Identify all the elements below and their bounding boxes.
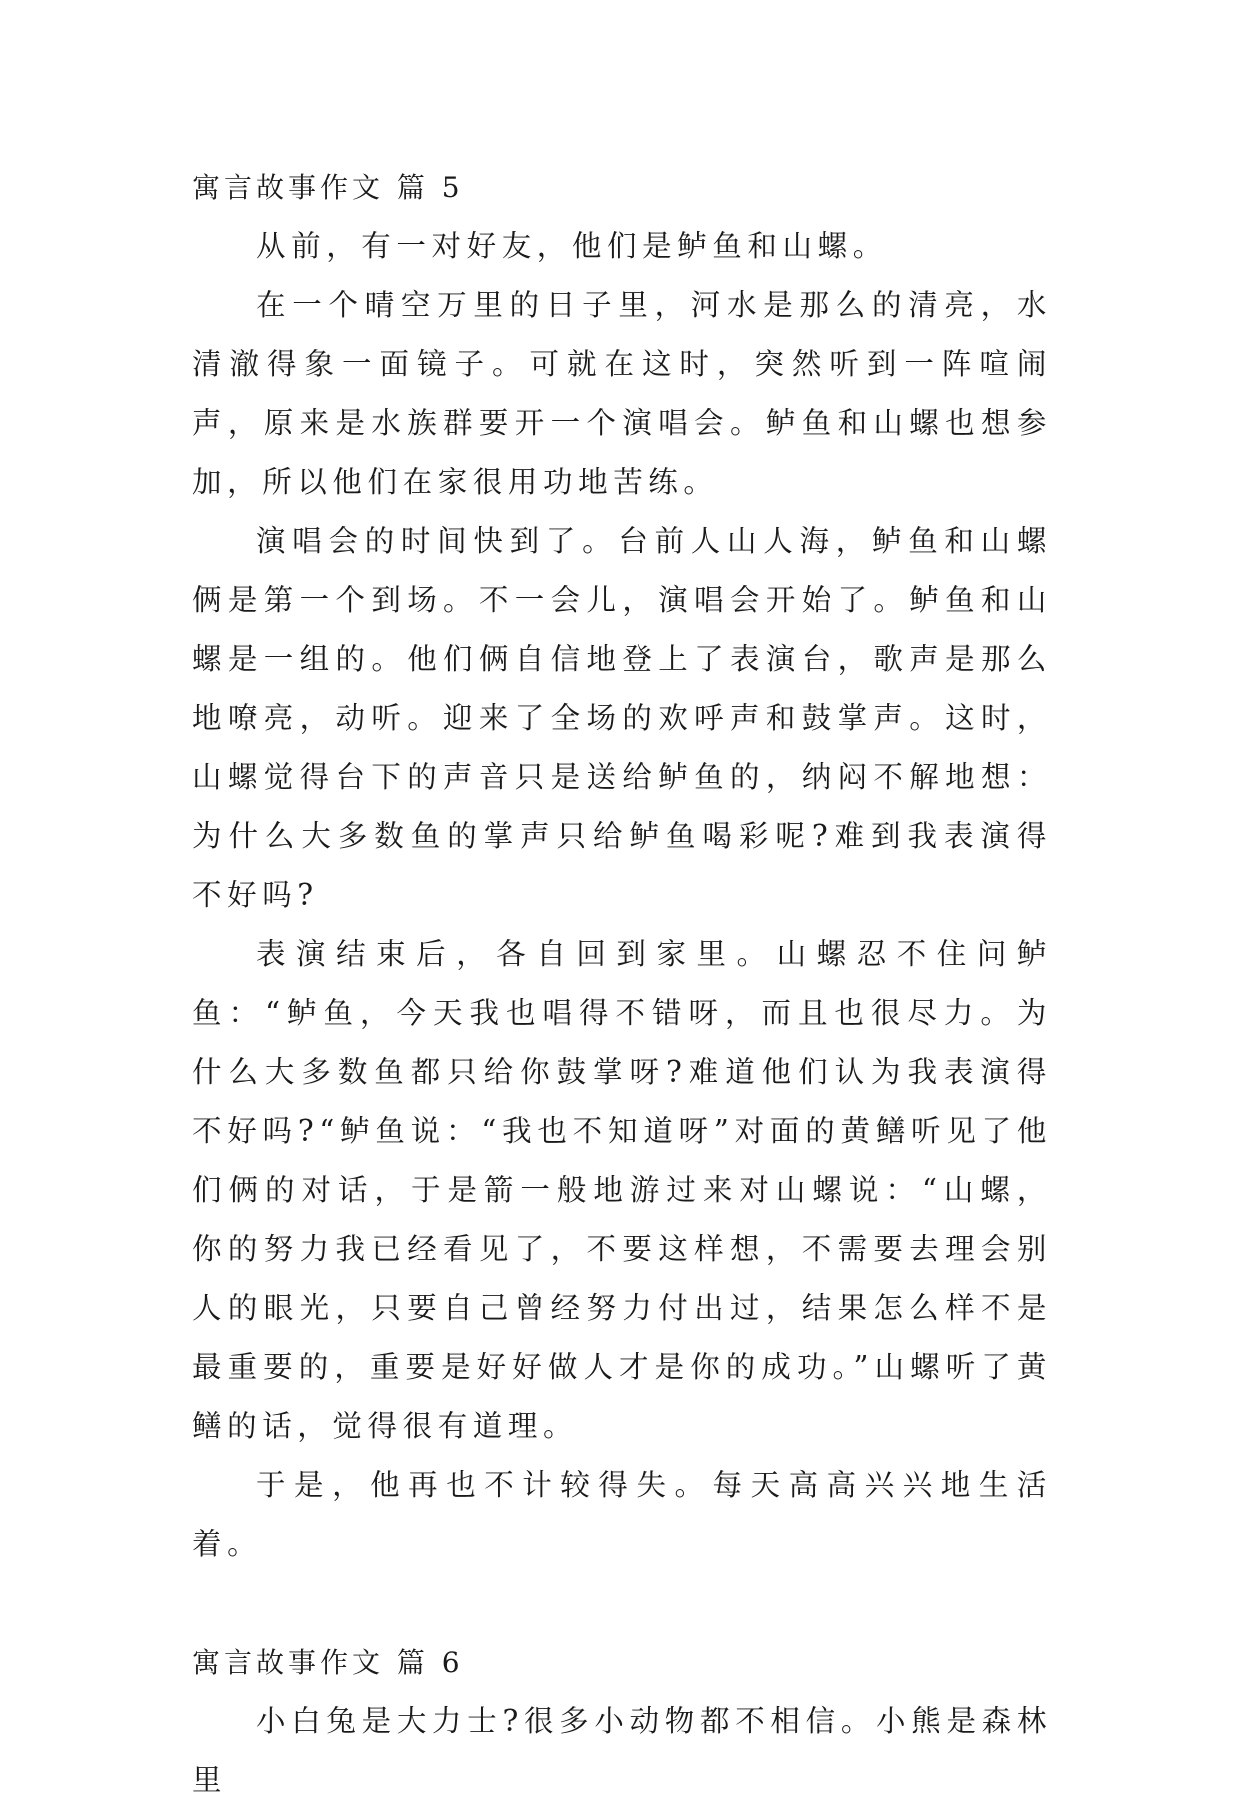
section-title: 寓言故事作文 篇 6: [192, 1646, 464, 1679]
section-title: 寓言故事作文 篇 5: [192, 171, 464, 204]
paragraph: 从前，有一对好友，他们是鲈鱼和山螺。: [256, 229, 888, 263]
paragraph: 表演结束后，各自回到家里。山螺忍不住问鲈鱼：“鲈鱼，今天我也唱得不错呀，而且也很尽力。为什么大多数鱼都只给你鼓掌呀?难道他们认为我表演得不好吗?“鲈鱼说：“我也不知道呀”对面的黄鳝听见了他们俩的对话，于是箭一般地游过来对山螺说：“山螺，你的努力我已经看见了，不要这样想，不需要去理会别人的眼光，只要自己曾经努力付出过，结果怎么样不是最重要的，重要是好好做人才是你的成功。”山螺听了黄鳝的话，觉得很有道理。: [192, 937, 1052, 1443]
section-spacer: [192, 1574, 1052, 1633]
paragraph: 演唱会的时间快到了。台前人山人海，鲈鱼和山螺俩是第一个到场。不一会儿，演唱会开始了。鲈鱼和山螺是一组的。他们俩自信地登上了表演台，歌声是那么地嘹亮，动听。迎来了全场的欢呼声和鼓掌声。这时，山螺觉得台下的声音只是送给鲈鱼的，纳闷不解地想：为什么大多数鱼的掌声只给鲈鱼喝彩呢?难到我表演得不好吗?: [192, 524, 1052, 912]
paragraph: 在一个晴空万里的日子里，河水是那么的清亮，水清澈得象一面镜子。可就在这时，突然听到一阵喧闹声，原来是水族群要开一个演唱会。鲈鱼和山螺也想参加，所以他们在家很用功地苦练。: [192, 288, 1052, 499]
paragraph: 于是，他再也不计较得失。每天高高兴兴地生活着。: [192, 1468, 1052, 1561]
paragraph: 小白兔是大力士?很多小动物都不相信。小熊是森林里: [192, 1704, 1052, 1797]
document-body: [192, 158, 1052, 1810]
